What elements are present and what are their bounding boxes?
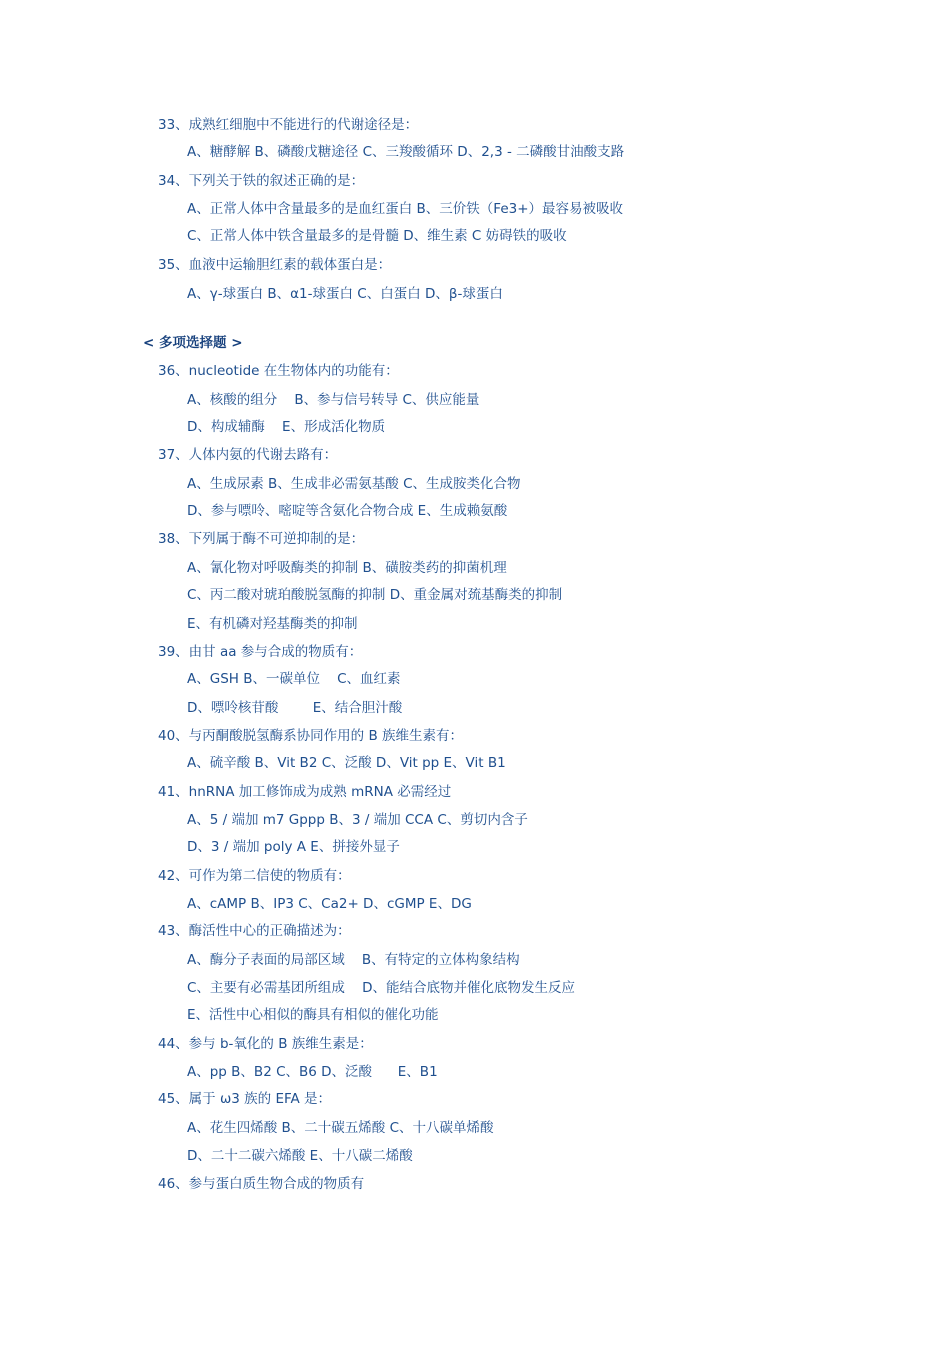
question-34-options-line-2: C、正常人体中铁含量最多的是骨髓 D、维生素 C 妨碍铁的吸收 (187, 228, 567, 244)
question-38-options-line-2: C、丙二酸对琥珀酸脱氢酶的抑制 D、重金属对巯基酶类的抑制 (187, 587, 563, 603)
question-45-options-line-2: D、二十二碳六烯酸 E、十八碳二烯酸 (187, 1148, 413, 1164)
question-39-stem: 39、由甘 aa 参与合成的物质有： (158, 644, 363, 660)
question-34-options-line-1: A、正常人体中含量最多的是血红蛋白 B、三价铁（Fe3+）最容易被吸收 (187, 201, 624, 217)
question-42-stem: 42、可作为第二信使的物质有： (158, 868, 351, 884)
question-38-options-line-1: A、氰化物对呼吸酶类的抑制 B、磺胺类药的抑菌机理 (187, 560, 507, 576)
question-34-stem: 34、下列关于铁的叙述正确的是： (158, 173, 365, 189)
question-36-options-line-1: A、核酸的组分 B、参与信号转导 C、供应能量 (187, 392, 480, 408)
question-41-stem: 41、hnRNA 加工修饰成为成熟 mRNA 必需经过 (158, 784, 452, 800)
question-38-options-line-3: E、有机磷对羟基酶类的抑制 (187, 616, 358, 632)
question-45-options-line-1: A、花生四烯酸 B、二十碳五烯酸 C、十八碳单烯酸 (187, 1120, 494, 1136)
question-35-options: A、γ-球蛋白 B、α1-球蛋白 C、白蛋白 D、β-球蛋白 (187, 286, 503, 302)
question-35-stem: 35、血液中运输胆红素的载体蛋白是： (158, 257, 392, 273)
question-41-options-line-1: A、5 / 端加 m7 Gppp B、3 / 端加 CCA C、剪切内含子 (187, 812, 528, 828)
question-39-options-line-2: D、嘌呤核苷酸 E、结合胆汁酸 (187, 700, 403, 716)
question-44-options: A、pp B、B2 C、B6 D、泛酸 E、B1 (187, 1064, 438, 1080)
question-36-stem: 36、nucleotide 在生物体内的功能有： (158, 363, 399, 379)
question-36-options-line-2: D、构成辅酶 E、形成活化物质 (187, 419, 386, 435)
question-40-stem: 40、与丙酮酸脱氢酶系协同作用的 B 族维生素有： (158, 728, 464, 744)
multiple-choice-section-heading: < 多项选择题 > (143, 335, 243, 351)
question-39-options-line-1: A、GSH B、一碳单位 C、血红素 (187, 671, 401, 687)
question-43-options-line-1: A、酶分子表面的局部区域 B、有特定的立体构象结构 (187, 952, 520, 968)
question-43-stem: 43、酶活性中心的正确描述为： (158, 923, 351, 939)
question-43-options-line-2: C、主要有必需基团所组成 D、能结合底物并催化底物发生反应 (187, 980, 575, 996)
question-41-options-line-2: D、3 / 端加 poly A E、拼接外显子 (187, 839, 400, 855)
question-40-options: A、硫辛酸 B、Vit B2 C、泛酸 D、Vit pp E、Vit B1 (187, 755, 506, 771)
question-37-stem: 37、人体内氨的代谢去路有： (158, 447, 338, 463)
question-38-stem: 38、下列属于酶不可逆抑制的是： (158, 531, 365, 547)
question-46-stem: 46、参与蛋白质生物合成的物质有 (158, 1176, 365, 1192)
question-45-stem: 45、属于 ω3 族的 EFA 是： (158, 1091, 332, 1107)
question-44-stem: 44、参与 b-氧化的 B 族维生素是： (158, 1036, 373, 1052)
question-37-options-line-2: D、参与嘌呤、嘧啶等含氨化合物合成 E、生成赖氨酸 (187, 503, 508, 519)
question-42-options: A、cAMP B、IP3 C、Ca2+ D、cGMP E、DG (187, 896, 472, 912)
question-43-options-line-3: E、活性中心相似的酶具有相似的催化功能 (187, 1007, 439, 1023)
question-37-options-line-1: A、生成尿素 B、生成非必需氨基酸 C、生成胺类化合物 (187, 476, 521, 492)
question-33-options: A、糖酵解 B、磷酸戊糖途径 C、三羧酸循环 D、2,3 - 二磷酸甘油酸支路 (187, 144, 625, 160)
question-33-stem: 33、成熟红细胞中不能进行的代谢途径是： (158, 117, 419, 133)
